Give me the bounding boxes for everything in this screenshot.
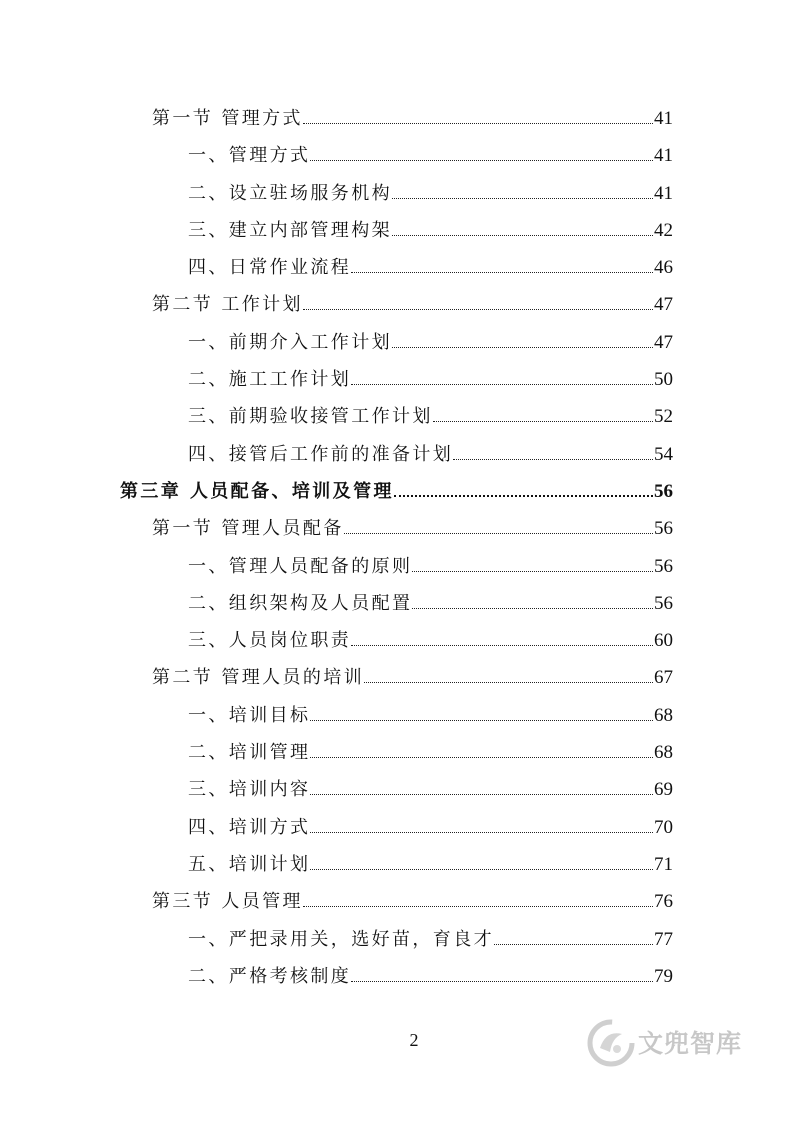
- page-number: 2: [409, 1030, 419, 1050]
- watermark-logo-icon: [586, 1018, 636, 1068]
- toc-entry-label: 二、培训管理: [188, 742, 311, 764]
- toc-entry-label: 一、前期介入工作计划: [188, 331, 392, 353]
- dot-leader: [412, 608, 653, 609]
- toc-entry-label: 二、严格考核制度: [188, 965, 352, 987]
- toc-entry-label: 第三章 人员配备、培训及管理: [120, 480, 394, 502]
- toc-entry[interactable]: [120, 175, 673, 212]
- dot-leader: [351, 272, 653, 273]
- toc-entry-label: 一、严把录用关，选好苗，育良才: [188, 928, 494, 950]
- toc-entry-label: 一、培训目标: [188, 704, 311, 726]
- toc-entry-label: 三、前期验收接管工作计划: [188, 406, 433, 428]
- toc-entry[interactable]: [120, 436, 673, 473]
- watermark: [586, 1016, 756, 1072]
- toc-entry[interactable]: [120, 398, 673, 435]
- dot-leader: [303, 123, 653, 124]
- toc-entry-page: 54: [654, 443, 673, 465]
- dot-leader: [412, 571, 653, 572]
- toc-chapter-entry[interactable]: [120, 473, 673, 510]
- toc-entry[interactable]: [120, 958, 673, 995]
- toc-entry-label: 一、管理方式: [188, 145, 311, 167]
- toc-entry-label: 第二节 管理人员的培训: [152, 667, 365, 689]
- table-of-contents: [120, 100, 673, 995]
- toc-entry-page: 68: [654, 742, 673, 764]
- toc-entry-label: 二、组织架构及人员配置: [188, 592, 413, 614]
- toc-entry-label: 五、培训计划: [188, 853, 311, 875]
- toc-entry-label: 三、人员岗位职责: [188, 630, 352, 652]
- dot-leader: [303, 309, 653, 310]
- dot-leader: [392, 198, 653, 199]
- toc-entry-label: 第二节 工作计划: [152, 294, 303, 316]
- toc-entry-page: 76: [654, 891, 673, 913]
- toc-entry[interactable]: [120, 734, 673, 771]
- toc-entry-page: 67: [654, 667, 673, 689]
- toc-entry-page: 70: [654, 816, 673, 838]
- toc-entry-page: 42: [654, 219, 673, 241]
- toc-entry[interactable]: [120, 659, 673, 696]
- dot-leader: [310, 869, 653, 870]
- toc-entry-page: 47: [654, 331, 673, 353]
- toc-entry-page: 41: [654, 182, 673, 204]
- toc-entry-label: 三、建立内部管理构架: [188, 219, 392, 241]
- toc-entry-page: 77: [654, 928, 673, 950]
- toc-entry[interactable]: [120, 286, 673, 323]
- toc-entry-page: 50: [654, 369, 673, 391]
- toc-entry-label: 第一节 管理人员配备: [152, 518, 344, 540]
- toc-entry-label: 三、培训内容: [188, 779, 311, 801]
- dot-leader: [310, 832, 653, 833]
- toc-entry-label: 第一节 管理方式: [152, 108, 303, 129]
- toc-entry-page: 60: [654, 630, 673, 652]
- dot-leader: [351, 645, 653, 646]
- toc-entry[interactable]: [120, 100, 673, 137]
- toc-entry-page: 52: [654, 406, 673, 428]
- dot-leader: [303, 906, 653, 907]
- toc-entry-label: 一、管理人员配备的原则: [188, 555, 413, 577]
- toc-entry[interactable]: [120, 361, 673, 398]
- dot-leader: [344, 533, 653, 534]
- toc-entry-page: 46: [654, 257, 673, 279]
- toc-entry-page: 47: [654, 294, 673, 316]
- toc-entry[interactable]: [120, 697, 673, 734]
- dot-leader: [433, 421, 653, 422]
- toc-entry-page: 41: [654, 145, 673, 167]
- toc-entry[interactable]: [120, 324, 673, 361]
- dot-leader: [453, 459, 653, 460]
- dot-leader: [310, 757, 653, 758]
- toc-entry-page: 69: [654, 779, 673, 801]
- dot-leader: [310, 794, 653, 795]
- toc-entry[interactable]: [120, 249, 673, 286]
- toc-entry-label: 四、日常作业流程: [188, 257, 352, 279]
- toc-entry-page: 68: [654, 704, 673, 726]
- toc-entry[interactable]: [120, 212, 673, 249]
- toc-entry-page: 56: [654, 518, 673, 540]
- toc-entry[interactable]: [120, 921, 673, 958]
- dot-leader: [494, 944, 653, 945]
- toc-entry-page: 56: [654, 592, 673, 614]
- toc-entry[interactable]: [120, 548, 673, 585]
- toc-entry-label: 二、施工工作计划: [188, 369, 352, 391]
- toc-entry[interactable]: [120, 622, 673, 659]
- dot-leader: [310, 160, 653, 161]
- dot-leader: [310, 720, 653, 721]
- toc-entry[interactable]: [120, 510, 673, 547]
- toc-entry[interactable]: [120, 809, 673, 846]
- toc-entry[interactable]: [120, 771, 673, 808]
- toc-entry-label: 四、培训方式: [188, 816, 311, 838]
- toc-entry-page: 56: [654, 480, 673, 502]
- toc-entry-page: 56: [654, 555, 673, 577]
- dot-leader: [392, 347, 653, 348]
- toc-entry[interactable]: [120, 137, 673, 174]
- dot-leader: [351, 384, 653, 385]
- toc-entry[interactable]: [120, 585, 673, 622]
- toc-entry-label: 二、设立驻场服务机构: [188, 182, 392, 204]
- toc-entry-page: 79: [654, 965, 673, 987]
- dot-leader: [364, 682, 653, 683]
- toc-entry[interactable]: [120, 883, 673, 920]
- dot-leader: [394, 495, 653, 497]
- toc-entry-label: 四、接管后工作前的准备计划: [188, 443, 454, 465]
- watermark-text: 文兜智库: [638, 1029, 743, 1058]
- toc-entry-page: 71: [654, 853, 673, 875]
- toc-entry[interactable]: [120, 846, 673, 883]
- toc-entry-label: 第三节 人员管理: [152, 891, 303, 913]
- dot-leader: [392, 235, 653, 236]
- dot-leader: [351, 981, 653, 982]
- toc-entry-page: 41: [654, 108, 673, 129]
